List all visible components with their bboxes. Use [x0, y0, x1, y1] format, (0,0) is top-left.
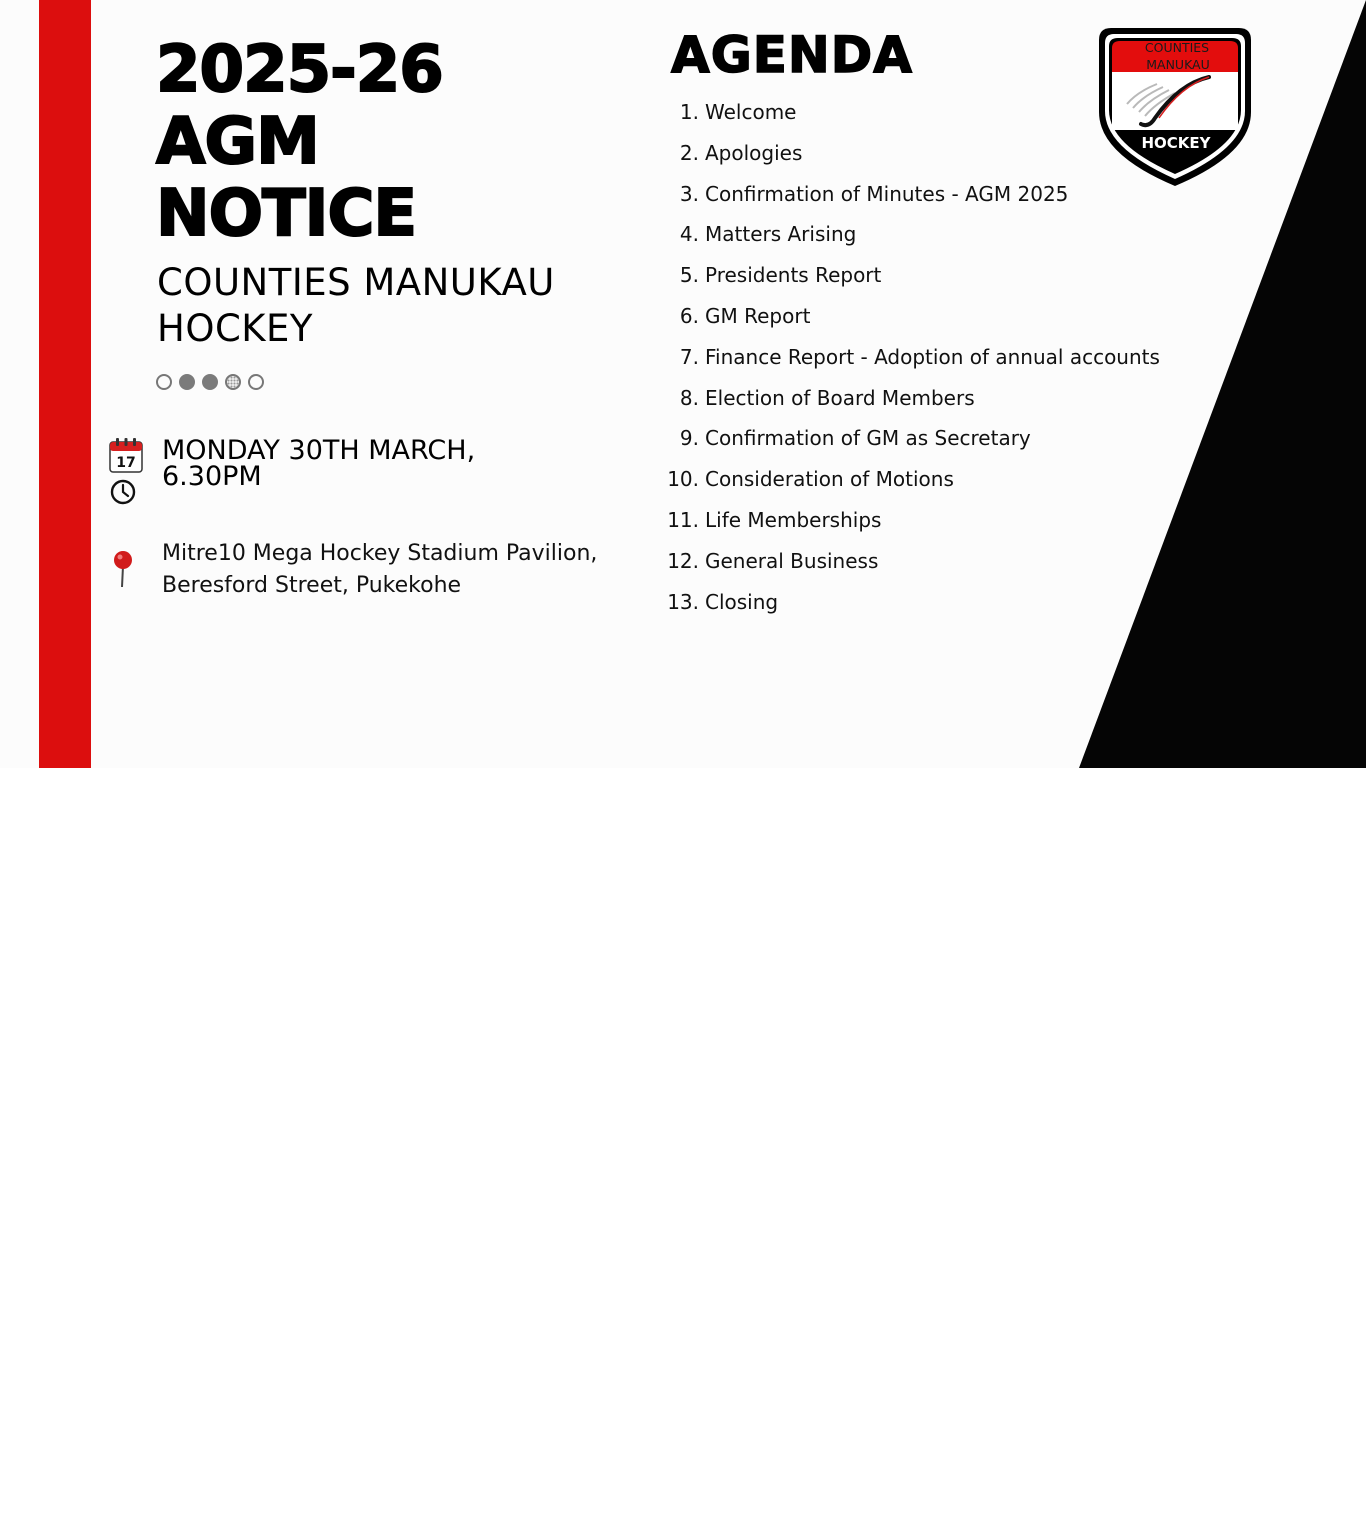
agenda-item-label: General Business — [705, 548, 879, 573]
agenda-item-number: 9. — [679, 426, 699, 451]
agenda-item — [666, 214, 1160, 255]
agenda-item — [666, 296, 1160, 337]
agenda-item-label: Welcome — [705, 100, 797, 124]
agenda-item-number: 1. — [679, 100, 699, 124]
agenda-item-number: 7. — [679, 344, 699, 369]
event-date: MONDAY 30TH MARCH, — [162, 435, 476, 466]
dot-dotted — [225, 374, 241, 390]
agenda-item-label: Consideration of Motions — [705, 467, 954, 492]
agenda-item-number: 8. — [679, 385, 699, 410]
event-time: 6.30PM — [162, 461, 262, 492]
dot-outline — [248, 374, 264, 390]
clock-icon — [110, 477, 140, 507]
agenda-item-number: 4. — [679, 222, 699, 247]
agenda-item — [666, 418, 1160, 459]
venue-line-1: Mitre10 Mega Hockey Stadium Pavilion, — [162, 541, 598, 566]
calendar-day: 17 — [116, 455, 136, 471]
agenda-item-label: Confirmation of Minutes - AGM 2025 — [705, 181, 1069, 206]
agenda-item — [666, 337, 1160, 378]
logo-text-manukau: MANUKAU — [1146, 57, 1210, 72]
agenda-heading: AGENDA — [671, 26, 913, 84]
calendar-icon — [109, 438, 143, 474]
title-year: 2025-26 — [156, 33, 443, 107]
organisation-name — [157, 260, 555, 352]
agenda-item-label: Life Memberships — [705, 507, 882, 532]
agenda-item — [666, 92, 1160, 133]
page-title — [156, 34, 443, 250]
title-agm: AGM — [156, 105, 319, 179]
agenda-item-number: 12. — [667, 548, 699, 573]
datetime-icons — [109, 438, 143, 507]
dot-outline — [156, 374, 172, 390]
agenda-item — [666, 541, 1160, 582]
agenda-item-label: Finance Report - Adoption of annual accounts — [705, 344, 1160, 369]
club-logo — [1097, 24, 1253, 188]
agenda-item-label: Apologies — [705, 140, 803, 165]
agenda-item-label: Matters Arising — [705, 222, 857, 247]
agenda-item-number: 5. — [679, 263, 699, 288]
venue-line-2: Beresford Street, Pukekohe — [162, 573, 462, 598]
agenda-item — [666, 500, 1160, 541]
agenda-item-number: 3. — [679, 181, 699, 206]
dot-filled — [179, 374, 195, 390]
agenda-item-label: Confirmation of GM as Secretary — [705, 426, 1031, 451]
agenda-item — [666, 174, 1160, 215]
agenda-item — [666, 133, 1160, 174]
agenda-item-number: 6. — [679, 303, 699, 328]
agenda-list — [666, 92, 1160, 622]
logo-text-hockey: HOCKEY — [1141, 134, 1211, 152]
agenda-item — [666, 378, 1160, 419]
agenda-item-label: Presidents Report — [705, 263, 882, 288]
agenda-item-label: Election of Board Members — [705, 385, 975, 410]
logo-text-counties: COUNTIES — [1144, 40, 1210, 55]
agenda-item — [666, 459, 1160, 500]
event-datetime — [162, 435, 476, 492]
agenda-item-number: 2. — [679, 140, 699, 165]
event-venue — [162, 538, 622, 602]
agenda-item-number: 10. — [667, 467, 699, 492]
organisation-line-1: COUNTIES MANUKAU — [157, 261, 555, 304]
title-notice: NOTICE — [156, 177, 417, 251]
organisation-line-2: HOCKEY — [157, 307, 314, 350]
agenda-item-label: GM Report — [705, 303, 811, 328]
agenda-item-number: 11. — [667, 507, 699, 532]
agenda-item-label: Closing — [705, 589, 779, 614]
agenda-item — [666, 582, 1160, 623]
agenda-item — [666, 255, 1160, 296]
agenda-item-number: 13. — [667, 589, 699, 614]
decorative-dots — [156, 374, 264, 390]
dot-filled — [202, 374, 218, 390]
map-pin-icon — [112, 550, 134, 588]
